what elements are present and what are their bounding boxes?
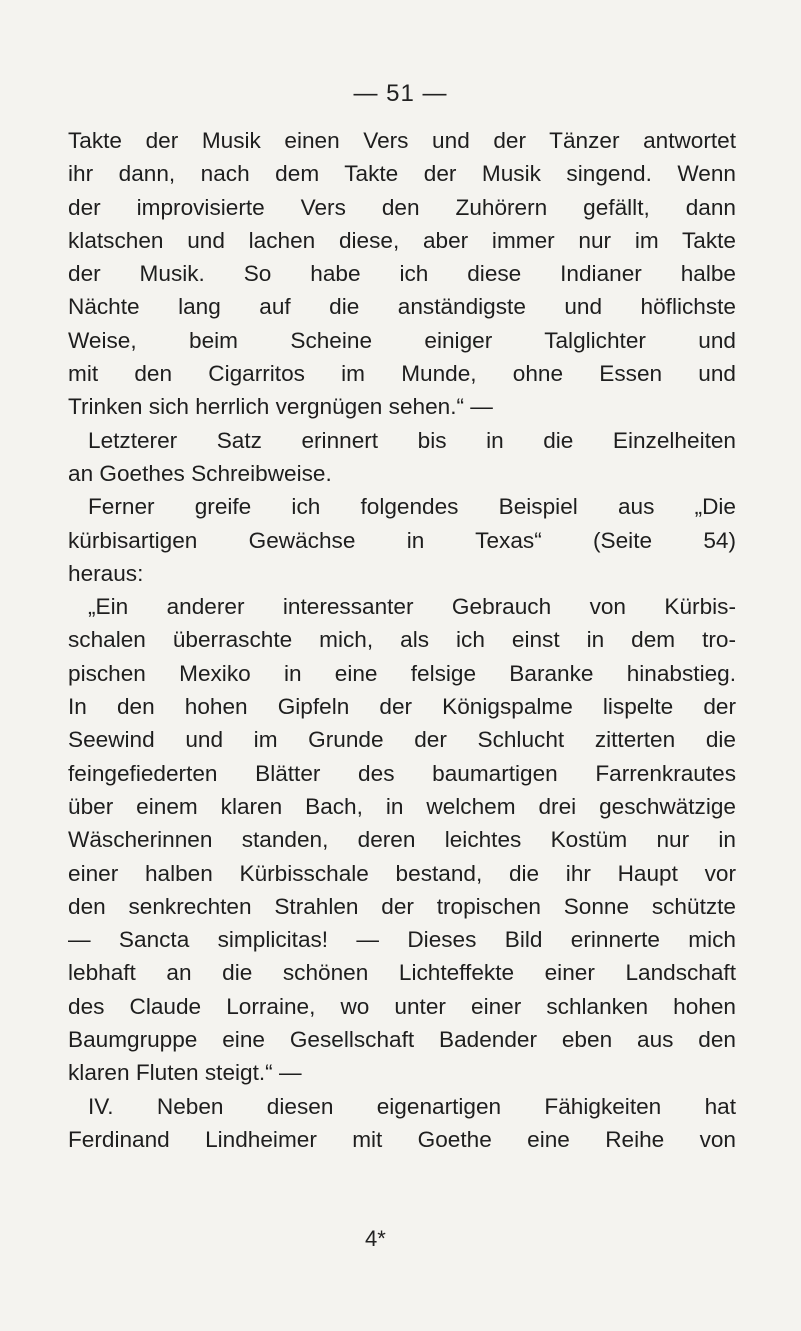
- text-line: mit den Cigarritos im Munde, ohne Essen und: [68, 361, 736, 387]
- text-line: Wäscherinnen standen, deren leichtes Kostüm nur in: [68, 827, 736, 853]
- text-line: Letzterer Satz erinnert bis in die Einzelheiten: [88, 427, 736, 453]
- text-line: der improvisierte Vers den Zuhörern gefällt, dann: [68, 194, 736, 220]
- text-line: In den hohen Gipfeln der Königspalme lispelte der: [68, 694, 736, 720]
- text-line: Weise, beim Scheine einiger Talglichter und: [68, 327, 736, 353]
- text-line: pischen Mexiko in eine felsige Baranke hinabstieg.: [68, 660, 736, 686]
- text-line: lebhaft an die schönen Lichteffekte einer Landschaft: [68, 960, 736, 986]
- text-line: ihr dann, nach dem Takte der Musik singend. Wenn: [68, 161, 736, 187]
- text-line: schalen überraschte mich, als ich einst in dem tro-: [68, 627, 736, 653]
- body-text: [68, 124, 736, 1156]
- text-line: der Musik. So habe ich diese Indianer halbe: [68, 261, 736, 287]
- text-line: Ferdinand Lindheimer mit Goethe eine Reihe von: [68, 1126, 736, 1152]
- text-line: Takte der Musik einen Vers und der Tänzer antwortet: [68, 128, 736, 153]
- text-line: Seewind und im Grunde der Schlucht zitterten die: [68, 727, 736, 753]
- text-line: Trinken sich herrlich vergnügen sehen.“ —: [68, 394, 493, 420]
- text-line: klatschen und lachen diese, aber immer nur im Takte: [68, 227, 736, 253]
- text-line: feingefiederten Blätter des baumartigen Farrenkrautes: [68, 760, 736, 786]
- signature-mark: 4*: [365, 1226, 386, 1251]
- text-line: klaren Fluten steigt.“ —: [68, 1060, 302, 1086]
- page-number: — 51 —: [353, 80, 448, 107]
- text-line: Baumgruppe eine Gesellschaft Badender eben aus den: [68, 1027, 736, 1053]
- text-line: an Goethes Schreibweise.: [68, 460, 332, 486]
- text-line: — Sancta simplicitas! — Dieses Bild erinnerte mich: [68, 927, 736, 953]
- text-line: kürbisartigen Gewächse in Texas“ (Seite 54): [68, 527, 736, 553]
- text-line: den senkrechten Strahlen der tropischen Sonne schützte: [68, 893, 736, 919]
- text-line: des Claude Lorraine, wo unter einer schlanken hohen: [68, 993, 736, 1019]
- text-line: über einem klaren Bach, in welchem drei geschwätzige: [68, 793, 736, 819]
- text-line: heraus:: [68, 560, 144, 586]
- text-line: Nächte lang auf die anständigste und höflichste: [68, 294, 736, 320]
- text-line: einer halben Kürbisschale bestand, die ihr Haupt vor: [68, 860, 736, 886]
- text-line: Ferner greife ich folgendes Beispiel aus „Die: [88, 494, 736, 520]
- text-line: „Ein anderer interessanter Gebrauch von Kürbis-: [88, 594, 736, 620]
- text-line: IV. Neben diesen eigenartigen Fähigkeiten hat: [88, 1093, 736, 1119]
